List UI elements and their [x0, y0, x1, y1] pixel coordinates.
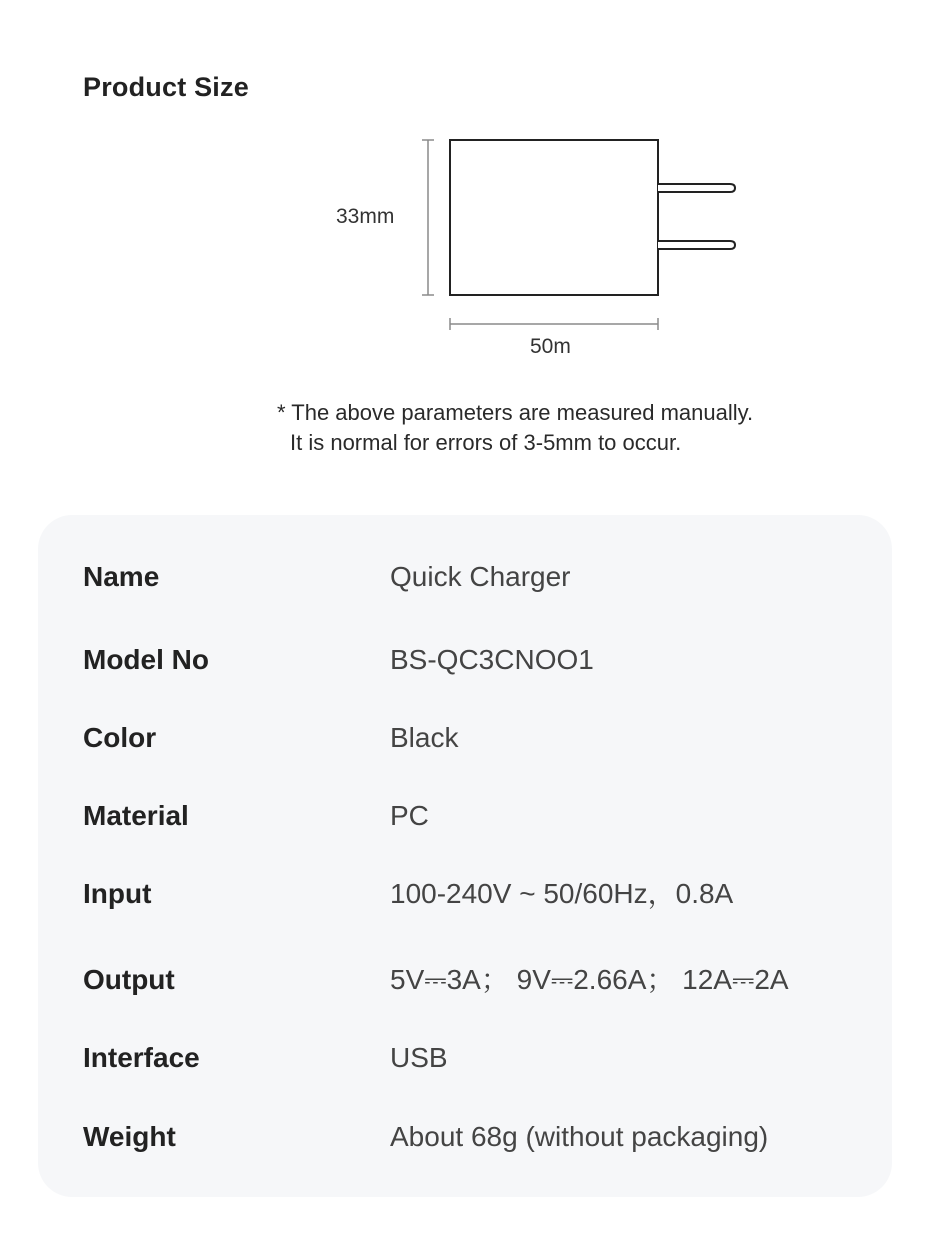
spec-value: USB [390, 1042, 448, 1073]
spec-label: Weight [83, 1121, 176, 1152]
spec-value: Quick Charger [390, 561, 571, 592]
product-size-title: Product Size [83, 72, 249, 102]
width-dimension-line [450, 318, 658, 330]
spec-row-input [38, 874, 892, 914]
note-line-2: It is normal for errors of 3-5mm to occur. [290, 430, 682, 455]
height-label: 33mm [336, 205, 395, 228]
spec-row-material [38, 796, 892, 836]
spec-row-output [38, 960, 892, 1000]
spec-row-weight [38, 1117, 892, 1157]
spec-row-interface [38, 1038, 892, 1078]
spec-value: 5V⎓3A； 9V⎓2.66A； 12A⎓2A [390, 964, 789, 995]
spec-card [38, 515, 892, 1197]
width-label: 50m [530, 335, 571, 358]
spec-value: 100-240V ~ 50/60Hz，0.8A [390, 878, 734, 909]
spec-label: Material [83, 800, 189, 831]
charger-body [450, 140, 658, 295]
spec-label: Model No [83, 644, 209, 675]
spec-label: Color [83, 722, 157, 753]
spec-value: BS-QC3CNOO1 [390, 644, 594, 675]
height-dimension-line [422, 140, 434, 295]
spec-row-name [38, 557, 892, 597]
note-line-1: * The above parameters are measured manually. [277, 400, 754, 425]
spec-value: PC [390, 800, 429, 831]
spec-value: About 68g (without packaging) [390, 1121, 769, 1152]
measurement-note [277, 398, 753, 458]
charger-dimension-diagram [0, 0, 930, 380]
spec-value: Black [390, 722, 459, 753]
spec-label: Name [83, 561, 160, 592]
spec-label: Input [83, 878, 152, 909]
spec-row-model [38, 640, 892, 680]
spec-row-color [38, 718, 892, 758]
spec-label: Interface [83, 1042, 200, 1073]
spec-label: Output [83, 964, 175, 995]
charger-prongs [658, 184, 735, 249]
